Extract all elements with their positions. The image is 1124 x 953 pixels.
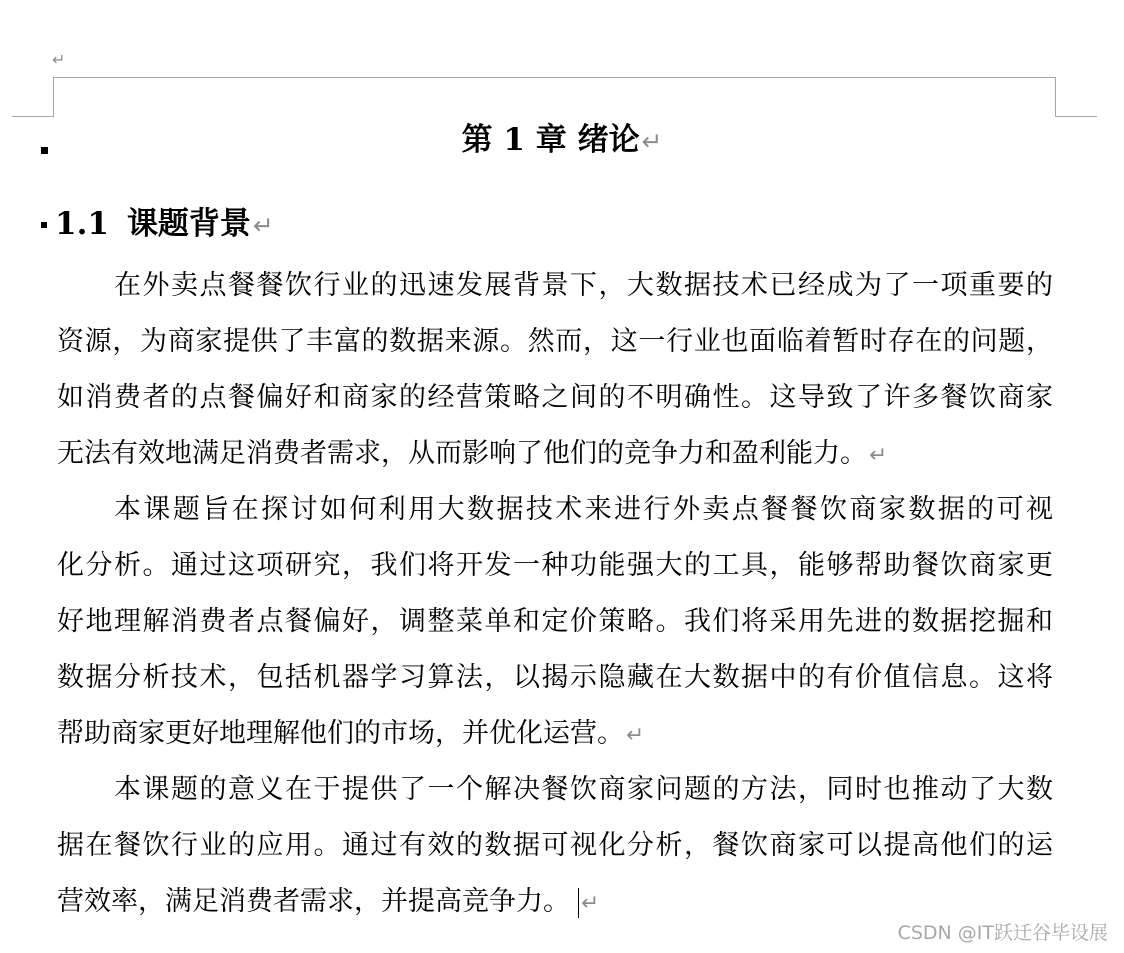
section-title[interactable] [55,202,274,248]
paragraph-mark: ↵ [252,211,274,240]
crop-mark-right-vertical [1055,77,1056,117]
text-cursor [578,888,579,918]
paragraph-3-line-3-text: 营效率，满足消费者需求，并提高竞争力。 [57,886,570,917]
chapter-title-text: 第 1 章 绪论 [461,122,640,158]
chapter-title[interactable] [0,118,1124,164]
crop-mark-left-horizontal [12,116,54,117]
paragraph-1-line-4[interactable] [57,434,1053,474]
paragraph-1-line-1[interactable]: 在外卖点餐餐饮行业的迅速发展背景下，大数据技术已经成为了一项重要的 [114,270,1053,301]
crop-mark-right-horizontal [1055,116,1097,117]
section-heading-bullet [41,222,47,228]
section-number: 1.1 [55,206,109,242]
paragraph-mark: ↵ [581,891,600,916]
watermark: CSDN @IT跃迁谷毕设展 [897,922,1108,944]
paragraph-2-line-3[interactable]: 好地理解消费者点餐偏好，调整菜单和定价策略。我们将采用先进的数据挖掘和 [57,606,1053,637]
header-paragraph-mark: ↵ [52,50,66,69]
paragraph-3-line-2[interactable]: 据在餐饮行业的应用。通过有效的数据可视化分析，餐饮商家可以提高他们的运 [57,830,1053,861]
paragraph-2-line-5[interactable] [57,714,1053,754]
paragraph-mark: ↵ [869,443,888,468]
paragraph-2-line-2[interactable]: 化分析。通过这项研究，我们将开发一种功能强大的工具，能够帮助餐饮商家更 [57,550,1053,581]
section-title-text: 课题背景 [126,206,251,242]
paragraph-1-line-3[interactable]: 如消费者的点餐偏好和商家的经营策略之间的不明确性。这导致了许多餐饮商家 [57,382,1053,413]
crop-mark-top-line [53,77,1056,78]
paragraph-3-line-1[interactable]: 本课题的意义在于提供了一个解决餐饮商家问题的方法，同时也推动了大数 [114,774,1053,805]
paragraph-1-line-4-text: 无法有效地满足消费者需求，从而影响了他们的竞争力和盈利能力。 [57,438,867,469]
paragraph-3-line-3[interactable] [57,882,1053,922]
paragraph-2-line-5-text: 帮助商家更好地理解他们的市场，并优化运营。 [57,718,624,749]
paragraph-mark: ↵ [626,723,645,748]
paragraph-2-line-4[interactable]: 数据分析技术，包括机器学习算法，以揭示隐藏在大数据中的有价值信息。这将 [57,662,1053,693]
crop-mark-left-vertical [53,77,54,117]
paragraph-1-line-2[interactable]: 资源，为商家提供了丰富的数据来源。然而，这一行业也面临着暂时存在的问题， [57,326,1053,357]
paragraph-mark: ↵ [641,127,663,156]
paragraph-2-line-1[interactable]: 本课题旨在探讨如何利用大数据技术来进行外卖点餐餐饮商家数据的可视 [114,494,1053,525]
